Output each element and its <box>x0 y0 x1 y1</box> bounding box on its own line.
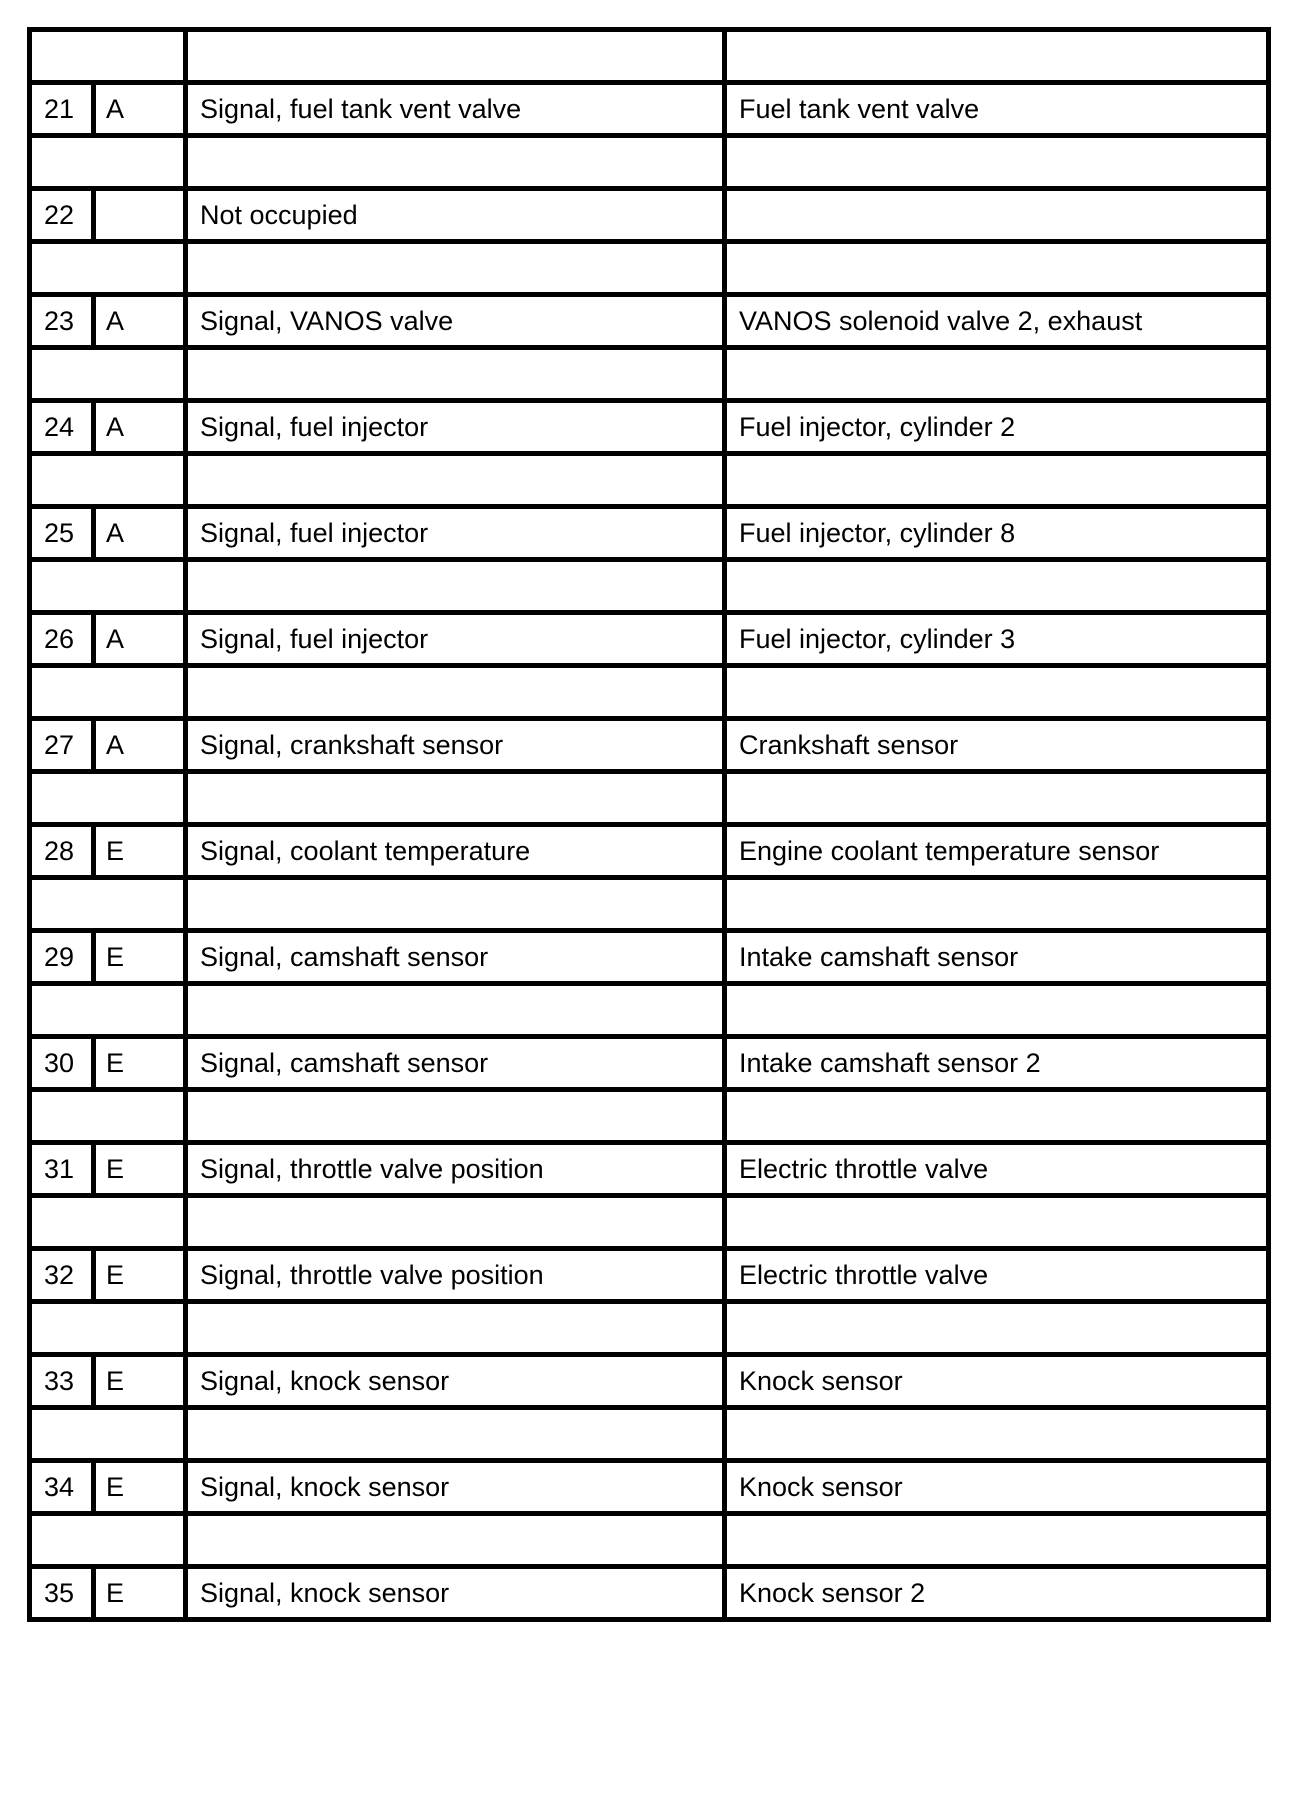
signal-description-cell: Signal, camshaft sensor <box>186 931 725 984</box>
pin-number-cell: 34 <box>30 1461 94 1514</box>
spacer-cell <box>30 1514 186 1567</box>
spacer-cell <box>725 1302 1269 1355</box>
signal-description-cell: Signal, fuel tank vent valve <box>186 83 725 136</box>
spacer-row <box>30 1196 1269 1249</box>
spacer-row <box>30 560 1269 613</box>
pin-number-cell: 32 <box>30 1249 94 1302</box>
spacer-cell <box>186 1090 725 1143</box>
signal-description-cell: Signal, fuel injector <box>186 507 725 560</box>
table-row <box>30 83 1269 136</box>
component-cell: Engine coolant temperature sensor <box>725 825 1269 878</box>
spacer-cell <box>186 30 725 83</box>
spacer-row <box>30 1090 1269 1143</box>
spacer-cell <box>725 1408 1269 1461</box>
signal-description-cell: Signal, throttle valve position <box>186 1249 725 1302</box>
pin-type-cell: A <box>94 401 186 454</box>
spacer-cell <box>186 242 725 295</box>
spacer-cell <box>725 1090 1269 1143</box>
spacer-cell <box>30 1196 186 1249</box>
table-row <box>30 295 1269 348</box>
pin-type-cell <box>94 189 186 242</box>
spacer-cell <box>30 560 186 613</box>
component-cell: Knock sensor <box>725 1461 1269 1514</box>
spacer-cell <box>30 878 186 931</box>
pin-number-cell: 26 <box>30 613 94 666</box>
spacer-row <box>30 242 1269 295</box>
signal-description-cell: Signal, knock sensor <box>186 1355 725 1408</box>
component-cell: Electric throttle valve <box>725 1143 1269 1196</box>
table-row <box>30 931 1269 984</box>
pin-type-cell: E <box>94 931 186 984</box>
pin-number-cell: 23 <box>30 295 94 348</box>
component-cell: Fuel tank vent valve <box>725 83 1269 136</box>
component-cell: Intake camshaft sensor <box>725 931 1269 984</box>
spacer-cell <box>30 30 186 83</box>
pin-type-cell: A <box>94 295 186 348</box>
pin-number-cell: 33 <box>30 1355 94 1408</box>
spacer-row <box>30 348 1269 401</box>
signal-description-cell: Signal, crankshaft sensor <box>186 719 725 772</box>
pin-type-cell: E <box>94 1037 186 1090</box>
spacer-cell <box>186 136 725 189</box>
component-cell: Crankshaft sensor <box>725 719 1269 772</box>
spacer-row <box>30 878 1269 931</box>
spacer-row <box>30 772 1269 825</box>
component-cell <box>725 189 1269 242</box>
component-cell: Intake camshaft sensor 2 <box>725 1037 1269 1090</box>
spacer-cell <box>186 454 725 507</box>
spacer-cell <box>186 1408 725 1461</box>
table-row <box>30 613 1269 666</box>
spacer-row <box>30 1302 1269 1355</box>
spacer-cell <box>186 878 725 931</box>
table-row <box>30 1249 1269 1302</box>
component-cell: Fuel injector, cylinder 8 <box>725 507 1269 560</box>
spacer-cell <box>725 242 1269 295</box>
pin-number-cell: 25 <box>30 507 94 560</box>
spacer-cell <box>30 772 186 825</box>
spacer-row <box>30 136 1269 189</box>
spacer-cell <box>30 454 186 507</box>
component-cell: Electric throttle valve <box>725 1249 1269 1302</box>
spacer-cell <box>186 772 725 825</box>
spacer-cell <box>725 454 1269 507</box>
table-row <box>30 1143 1269 1196</box>
table-row <box>30 1037 1269 1090</box>
pin-type-cell: E <box>94 1249 186 1302</box>
spacer-cell <box>186 1302 725 1355</box>
spacer-cell <box>186 666 725 719</box>
signal-description-cell: Not occupied <box>186 189 725 242</box>
signal-description-cell: Signal, fuel injector <box>186 401 725 454</box>
spacer-cell <box>725 560 1269 613</box>
pin-assignment-table <box>27 27 1271 1622</box>
spacer-row <box>30 30 1269 83</box>
spacer-cell <box>186 1514 725 1567</box>
table-row <box>30 825 1269 878</box>
spacer-cell <box>30 348 186 401</box>
pin-type-cell: E <box>94 825 186 878</box>
signal-description-cell: Signal, VANOS valve <box>186 295 725 348</box>
spacer-cell <box>725 666 1269 719</box>
pin-number-cell: 24 <box>30 401 94 454</box>
component-cell: VANOS solenoid valve 2, exhaust <box>725 295 1269 348</box>
component-cell: Fuel injector, cylinder 3 <box>725 613 1269 666</box>
spacer-row <box>30 984 1269 1037</box>
spacer-cell <box>186 984 725 1037</box>
pin-number-cell: 22 <box>30 189 94 242</box>
spacer-cell <box>30 984 186 1037</box>
component-cell: Knock sensor 2 <box>725 1567 1269 1620</box>
pin-type-cell: A <box>94 507 186 560</box>
table-row <box>30 507 1269 560</box>
spacer-row <box>30 454 1269 507</box>
pin-number-cell: 31 <box>30 1143 94 1196</box>
spacer-row <box>30 1408 1269 1461</box>
spacer-cell <box>725 1196 1269 1249</box>
spacer-cell <box>30 1090 186 1143</box>
spacer-cell <box>725 136 1269 189</box>
pin-type-cell: E <box>94 1567 186 1620</box>
spacer-cell <box>30 136 186 189</box>
spacer-row <box>30 666 1269 719</box>
pin-type-cell: E <box>94 1355 186 1408</box>
spacer-cell <box>30 242 186 295</box>
table-row <box>30 1355 1269 1408</box>
table-row <box>30 1567 1269 1620</box>
table-row <box>30 719 1269 772</box>
table-row <box>30 401 1269 454</box>
table-row <box>30 1461 1269 1514</box>
component-cell: Knock sensor <box>725 1355 1269 1408</box>
pin-type-cell: A <box>94 83 186 136</box>
spacer-cell <box>725 1514 1269 1567</box>
signal-description-cell: Signal, knock sensor <box>186 1461 725 1514</box>
pin-number-cell: 35 <box>30 1567 94 1620</box>
spacer-cell <box>186 560 725 613</box>
spacer-cell <box>725 984 1269 1037</box>
spacer-cell <box>186 348 725 401</box>
spacer-row <box>30 1514 1269 1567</box>
spacer-cell <box>725 30 1269 83</box>
pin-number-cell: 21 <box>30 83 94 136</box>
pin-number-cell: 29 <box>30 931 94 984</box>
component-cell: Fuel injector, cylinder 2 <box>725 401 1269 454</box>
pin-number-cell: 30 <box>30 1037 94 1090</box>
pin-type-cell: A <box>94 719 186 772</box>
spacer-cell <box>725 878 1269 931</box>
spacer-cell <box>30 1302 186 1355</box>
signal-description-cell: Signal, coolant temperature <box>186 825 725 878</box>
spacer-cell <box>186 1196 725 1249</box>
spacer-cell <box>725 348 1269 401</box>
signal-description-cell: Signal, fuel injector <box>186 613 725 666</box>
pin-number-cell: 27 <box>30 719 94 772</box>
pin-type-cell: A <box>94 613 186 666</box>
signal-description-cell: Signal, camshaft sensor <box>186 1037 725 1090</box>
pin-type-cell: E <box>94 1461 186 1514</box>
spacer-cell <box>725 772 1269 825</box>
spacer-cell <box>30 666 186 719</box>
pin-table-body <box>30 30 1269 1620</box>
table-row <box>30 189 1269 242</box>
signal-description-cell: Signal, knock sensor <box>186 1567 725 1620</box>
signal-description-cell: Signal, throttle valve position <box>186 1143 725 1196</box>
spacer-cell <box>30 1408 186 1461</box>
pin-type-cell: E <box>94 1143 186 1196</box>
pin-number-cell: 28 <box>30 825 94 878</box>
